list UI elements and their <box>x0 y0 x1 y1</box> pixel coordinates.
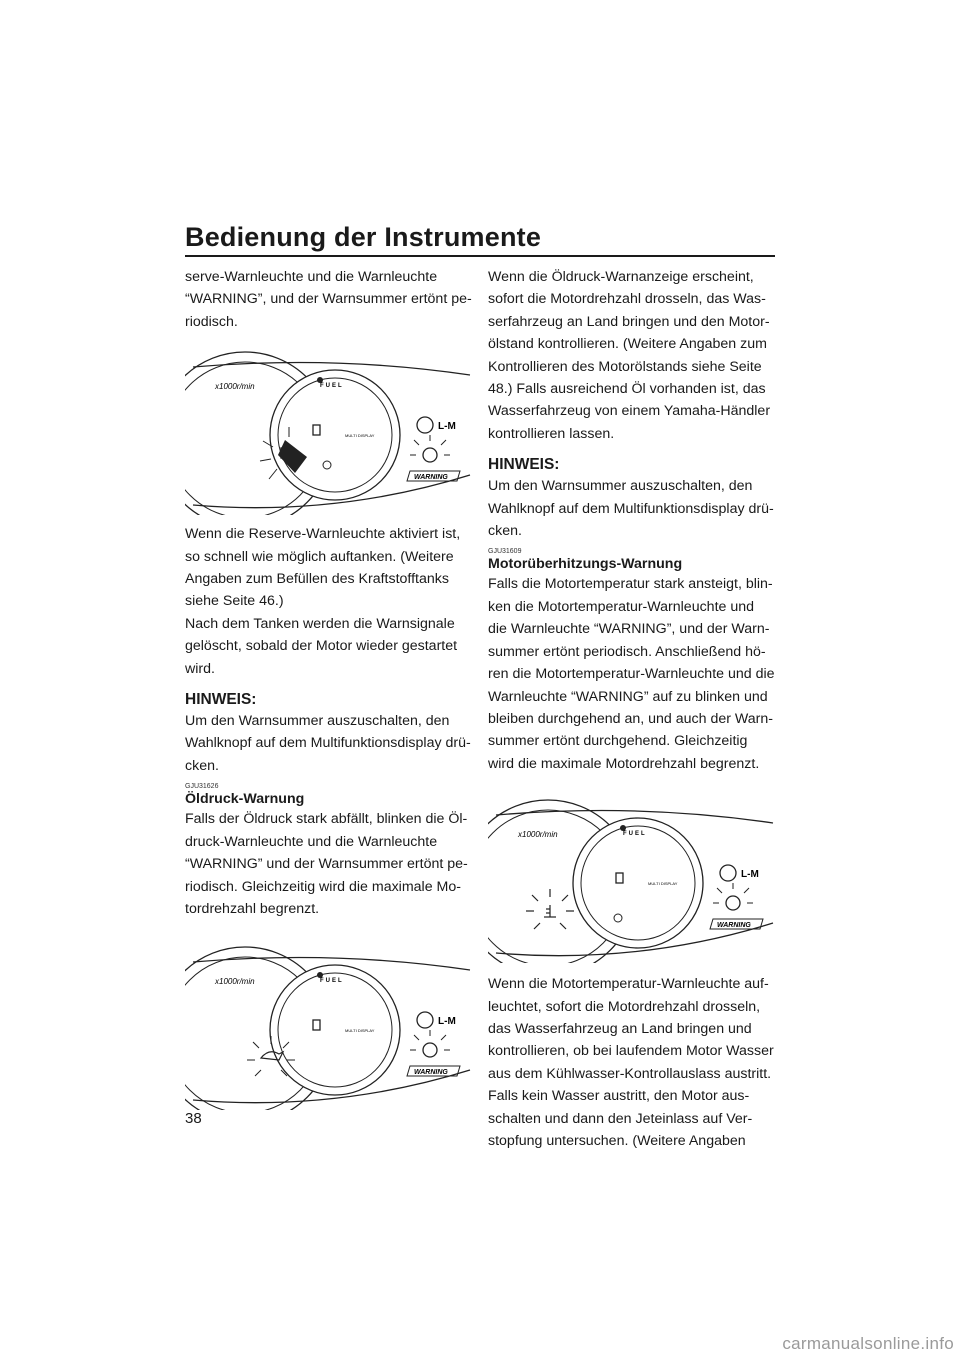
left-column <box>185 266 475 1110</box>
right-overheat-paragraph: Wenn die Motortemperatur-Warnleuchte auf- leuchtet, sofort die Motordrehzahl drosseln, das Wasserfahrzeug an Land bringen und kontrollieren, ob bei laufendem Motor Wasser aus dem Kühlwasser-Kontrollauslass austritt. Falls kein Wasser austritt, den Motor aus- schalten und dann den Jeteinlass auf Ver- stopfung untersuchen. (Weitere Angaben <box>488 976 774 1149</box>
left-note-heading: HINWEIS: <box>185 691 257 709</box>
rpm-label: x1000r/min <box>215 977 255 987</box>
rpm-label: x1000r/min <box>215 382 255 392</box>
left-section-title: Öldruck-Warnung <box>185 791 305 808</box>
lm-label: L-M <box>741 869 759 881</box>
left-intro-paragraph: serve-Warnleuchte und die Warnleuchte “WARNING”, und der Warnsummer ertönt pe- riodisch. <box>185 269 472 330</box>
right-section-title: Motorüberhitzungs-Warnung <box>488 556 683 573</box>
multi-display-label: MULTI DISPLAY <box>648 881 678 887</box>
figure-fuel-reserve-warning <box>185 345 475 515</box>
left-section-paragraph: Falls der Öldruck stark abfällt, blinken die Öl- druck-Warnleuchte und die Warnleuchte “WARNING” und der Warnsummer ertönt pe- riodisch. Gleichzeitig wird die maximale Mo- tordrehzahl begrenzt. <box>185 811 468 917</box>
figure-engine-overheat-warning <box>488 793 778 963</box>
left-reserve-paragraph: Wenn die Reserve-Warnleuchte aktiviert ist, so schnell wie möglich auftanken. (Weitere Angaben zum Befüllen des Kraftstofftanks siehe Seite 46.) Nach dem Tanken werden die Warnsignale gelöscht, sobald der Motor wieder gestartet wird. <box>185 526 461 677</box>
fuel-label: FUEL <box>320 383 344 390</box>
warning-label: WARNING <box>414 474 448 482</box>
multi-display-label: MULTI DISPLAY <box>345 1028 375 1034</box>
title-rule <box>185 255 775 257</box>
warning-label: WARNING <box>717 922 751 930</box>
right-section-paragraph: Falls die Motortemperatur stark ansteigt, blin- ken die Motortemperatur-Warnleuchte und die Warnleuchte “WARNING”, und der Warn- summer ertönt periodisch. Anschließend hö- ren die Motortemperatur-Warnleuchte und die Warnleuchte “WARNING” auf zu blinken und bleiben durchgehend an, und auch der Warn- summer ertönt durchgehend. Gleichzeitig wird die maximale Motordrehzahl begrenzt. <box>488 576 775 772</box>
lm-label: L-M <box>438 421 456 433</box>
figure-oil-pressure-warning <box>185 940 475 1110</box>
right-note-paragraph: Um den Warnsummer auszuschalten, den Wahlknopf auf dem Multifunktionsdisplay drü- cken. <box>488 478 774 540</box>
right-oil-paragraph: Wenn die Öldruck-Warnanzeige erscheint, sofort die Motordrehzahl drosseln, das Was- serfahrzeug an Land bringen und den Motor- ölstand kontrollieren. (Weitere Angaben zum Kontrollieren des Motorölstands siehe Seite 48.) Falls ausreichend Öl vorhanden ist, das Wasserfahrzeug von einem Yamaha-Händler kontrollieren lassen. <box>488 269 771 442</box>
warning-label: WARNING <box>414 1069 448 1077</box>
multi-display-label: MULTI DISPLAY <box>345 433 375 439</box>
watermark: carmanualsonline.info <box>782 1334 954 1353</box>
page-number: 38 <box>185 1110 202 1127</box>
right-note-heading: HINWEIS: <box>488 456 560 474</box>
lm-label: L-M <box>438 1016 456 1028</box>
page-title: Bedienung der Instrumente <box>185 222 542 252</box>
right-column <box>488 266 778 1152</box>
rpm-label: x1000r/min <box>518 830 558 840</box>
right-section-code: GJU31609 <box>488 548 522 556</box>
fuel-label: FUEL <box>320 978 344 985</box>
left-note-paragraph: Um den Warnsummer auszuschalten, den Wahlknopf auf dem Multifunktionsdisplay drü- cken. <box>185 713 471 774</box>
left-section-code: GJU31626 <box>185 783 219 791</box>
fuel-label: FUEL <box>623 831 647 838</box>
